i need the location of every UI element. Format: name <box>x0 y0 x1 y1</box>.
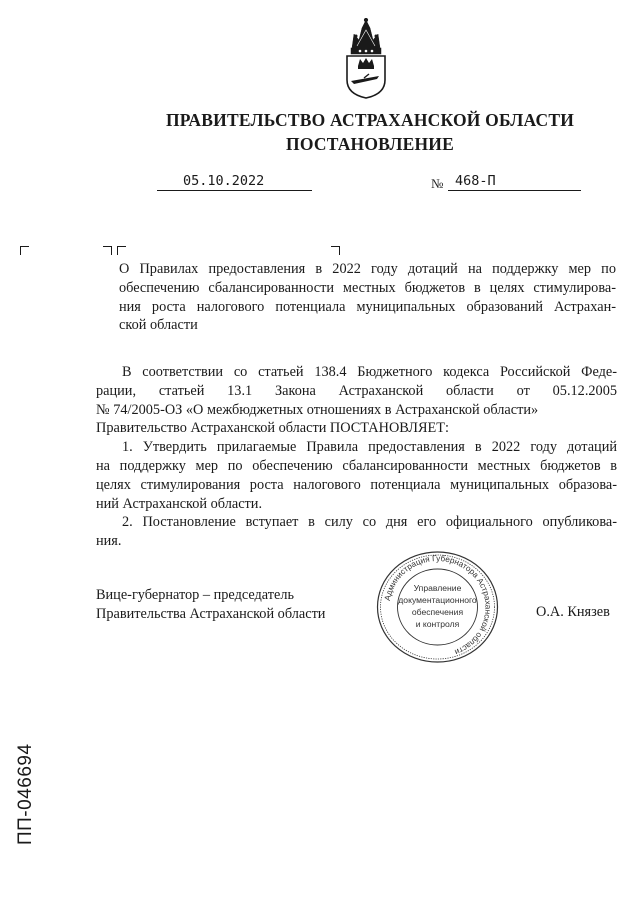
body-line: Правительство Астраханской области ПОСТАНОВЛЯЕТ: <box>96 420 449 437</box>
body-line: В соответствии со статьей 138.4 Бюджетного кодекса Российской Феде- <box>122 364 617 380</box>
stamp-center-line: документационного <box>398 595 477 605</box>
body-line: целях стимулирования роста налогового потенциала муниципальных образова- <box>96 476 617 493</box>
number-sign: № <box>431 176 444 191</box>
title-line: обеспечению сбалансированности местных бюджетов в целях стимулирова- <box>119 279 616 296</box>
document-number: 468-П <box>455 173 496 189</box>
corner-mark-title-left-a <box>103 246 112 255</box>
stamp-center-line: Управление <box>413 583 462 593</box>
body-line: 2. Постановление вступает в силу со дня его официального опубликова- <box>122 514 617 531</box>
body-line: 1. Утвердить прилагаемые Правила предоставления в 2022 году дотаций <box>122 439 617 456</box>
official-stamp <box>375 550 500 664</box>
body-line: на поддержку мер по обеспечению сбалансированности местных бюджетов в <box>96 457 617 474</box>
body-line: ний Астраханской области. <box>96 495 263 512</box>
title-line: О Правилах предоставления в 2022 году дотаций на поддержку мер по <box>119 261 616 277</box>
body-line: рации, статьей 13.1 Закона Астраханской области от 05.12.2005 <box>96 382 617 399</box>
position-line: Правительства Астраханской области <box>96 606 326 622</box>
body-line: № 74/2005-ОЗ «О межбюджетных отношениях в Астраханской области» <box>96 401 539 418</box>
signatory-position <box>96 586 325 624</box>
corner-mark-title-right <box>331 246 340 255</box>
organization-name: ПРАВИТЕЛЬСТВО АСТРАХАНСКОЙ ОБЛАСТИ <box>165 110 575 130</box>
title-line: ния роста налогового потенциала муниципальных образований Астрахан- <box>119 298 616 315</box>
document-body <box>96 363 617 551</box>
document-title <box>119 260 616 335</box>
document-type: ПОСТАНОВЛЕНИЕ <box>286 134 454 154</box>
body-line: ния. <box>96 533 122 550</box>
corner-mark-left <box>20 246 29 255</box>
form-serial-number: ПП-046694 <box>15 743 36 845</box>
stamp-ring-text: Администрация Губернатора Астраханской области <box>382 553 493 657</box>
position-line: Вице-губернатор – председатель <box>96 587 295 603</box>
title-line: ской области <box>119 317 198 334</box>
stamp-center-line: и контроля <box>415 619 460 629</box>
document-date: 05.10.2022 <box>183 173 265 189</box>
corner-mark-title-left-b <box>117 246 126 255</box>
coat-of-arms-emblem <box>342 18 390 100</box>
signatory-name: О.А. Князев <box>536 604 610 620</box>
stamp-center-line: обеспечения <box>411 607 464 617</box>
